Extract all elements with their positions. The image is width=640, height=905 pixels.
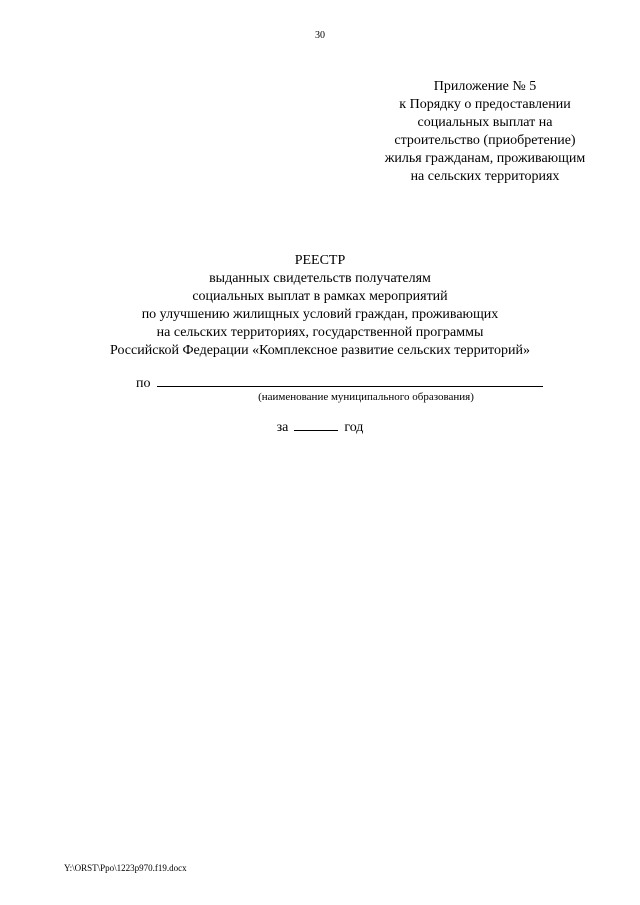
title-heading: РЕЕСТР — [294, 253, 346, 268]
year-suffix: год — [344, 420, 364, 435]
appendix-line: Приложение № 5 — [433, 79, 537, 94]
page-number: 30 — [315, 30, 325, 41]
title-line: выданных свидетельств получателям — [209, 271, 431, 286]
appendix-block — [370, 78, 600, 186]
appendix-line: на сельских территориях — [410, 169, 560, 184]
appendix-line: социальных выплат на — [417, 115, 553, 130]
appendix-line: строительство (приобретение) — [394, 133, 576, 148]
title-line: социальных выплат в рамках мероприятий — [192, 289, 448, 304]
municipality-prefix: по — [136, 376, 151, 391]
year-line — [0, 418, 640, 437]
title-line: Российской Федерации «Комплексное развитие сельских территорий» — [110, 343, 530, 358]
year-prefix: за — [276, 420, 289, 435]
municipality-hint: (наименование муниципального образования) — [258, 391, 474, 403]
document-title — [80, 252, 560, 360]
title-line: по улучшению жилищных условий граждан, проживающих — [141, 307, 499, 322]
appendix-line: жилья гражданам, проживающим — [384, 151, 586, 166]
year-blank-field[interactable] — [294, 418, 338, 431]
title-line: на сельских территориях, государственной программы — [156, 325, 484, 340]
municipality-blank-field[interactable] — [157, 374, 543, 387]
footer-file-path: Y:\ORST\Ppo\1223p970.f19.docx — [64, 863, 187, 873]
appendix-line: к Порядку о предоставлении — [399, 97, 571, 112]
